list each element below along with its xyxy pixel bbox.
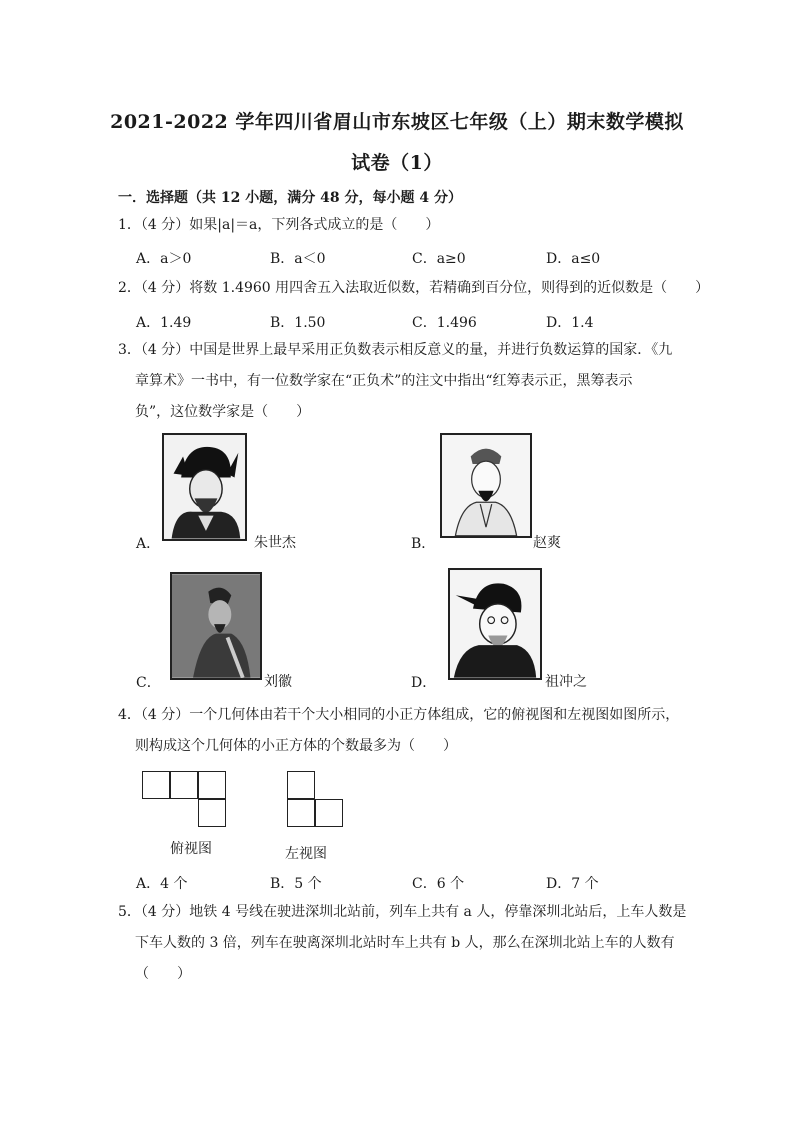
q4-option-a[interactable]: A．4 个 xyxy=(136,876,188,892)
top-view-caption: 俯视图 xyxy=(170,841,212,857)
question-5-line-1: 5．（4 分）地铁 4 号线在驶进深圳北站前，列车上共有 a 人，停靠深圳北站后，上车人数是 xyxy=(118,904,687,920)
question-1-line-1: 1．（4 分）如果|a|＝a，下列各式成立的是（ ） xyxy=(118,217,440,233)
question-2-line-1: 2．（4 分）将数 1.4960 用四舍五入法取近似数，若精确到百分位，则得到的近似数是（ ） xyxy=(118,280,710,296)
portrait-b-name: 赵爽 xyxy=(533,535,561,551)
q4-option-d[interactable]: D．7 个 xyxy=(546,876,599,892)
q1-option-a[interactable]: A．a＞0 xyxy=(136,251,192,267)
q2-option-c[interactable]: C．1.496 xyxy=(412,315,477,331)
q3-option-a[interactable]: A． xyxy=(136,536,161,552)
top-view-cell xyxy=(142,771,170,799)
top-view-cell xyxy=(170,771,198,799)
q1-option-b[interactable]: B．a＜0 xyxy=(270,251,326,267)
q4-option-b[interactable]: B．5 个 xyxy=(270,876,322,892)
left-view-cell xyxy=(287,799,315,827)
portrait-a-name: 朱世杰 xyxy=(254,535,296,551)
question-1-stem xyxy=(118,210,678,241)
top-view-cell xyxy=(198,771,226,799)
question-5-line-2: 下车人数的 3 倍，列车在驶离深圳北站时车上共有 b 人，那么在深圳北站上车的人数有 xyxy=(135,935,675,951)
portrait-c-name: 刘徽 xyxy=(264,674,292,690)
q2-option-a[interactable]: A．1.49 xyxy=(136,315,192,331)
portrait-b-art-icon xyxy=(442,435,530,536)
question-4-stem xyxy=(118,700,678,762)
portrait-zhu-shijie-image[interactable] xyxy=(162,433,247,541)
portrait-zu-chongzhi-image[interactable] xyxy=(448,568,542,680)
q2-option-b[interactable]: B．1.50 xyxy=(270,315,326,331)
q1-option-d[interactable]: D．a≤0 xyxy=(546,251,601,267)
portrait-d-art-icon xyxy=(450,570,540,678)
portrait-d-name: 祖冲之 xyxy=(545,674,587,690)
portrait-liu-hui-image[interactable] xyxy=(170,572,262,680)
question-4-line-1: 4．（4 分）一个几何体由若干个大小相同的小正方体组成，它的俯视图和左视图如图所示， xyxy=(118,707,680,723)
left-view-cell xyxy=(315,799,343,827)
question-4-line-2: 则构成这个几何体的小正方体的个数最多为（ ） xyxy=(135,738,457,754)
portrait-c-art-icon xyxy=(172,574,260,678)
q3-option-b[interactable]: B． xyxy=(411,536,436,552)
q2-option-d[interactable]: D．1.4 xyxy=(546,315,594,331)
question-5-line-3: （ ） xyxy=(135,966,191,982)
top-view-cell xyxy=(198,799,226,827)
question-2-stem xyxy=(118,273,710,304)
portrait-a-art-icon xyxy=(164,435,245,539)
exam-title-line2: 试卷（1） xyxy=(351,152,443,174)
left-view-cell xyxy=(287,771,315,799)
section-header: 一．选择题（共 12 小题，满分 48 分，每小题 4 分） xyxy=(118,190,462,206)
q4-option-c[interactable]: C．6 个 xyxy=(412,876,465,892)
q1-option-c[interactable]: C．a≥0 xyxy=(412,251,466,267)
question-3-line-3: 负”，这位数学家是（ ） xyxy=(135,404,311,420)
portrait-zhao-shuang-image[interactable] xyxy=(440,433,532,538)
q3-option-d[interactable]: D． xyxy=(411,675,437,691)
question-3-stem xyxy=(118,335,678,428)
left-view-caption: 左视图 xyxy=(285,846,327,862)
question-3-line-2: 章算术》一书中，有一位数学家在“正负术”的注文中指出“红筹表示正，黑筹表示 xyxy=(135,373,633,389)
exam-title-line1: 2021-2022 学年四川省眉山市东坡区七年级（上）期末数学模拟 xyxy=(110,111,684,133)
question-3-line-1: 3．（4 分）中国是世界上最早采用正负数表示相反意义的量，并进行负数运算的国家．《九 xyxy=(118,342,673,358)
q3-option-c[interactable]: C． xyxy=(136,675,161,691)
question-5-stem xyxy=(118,897,687,990)
